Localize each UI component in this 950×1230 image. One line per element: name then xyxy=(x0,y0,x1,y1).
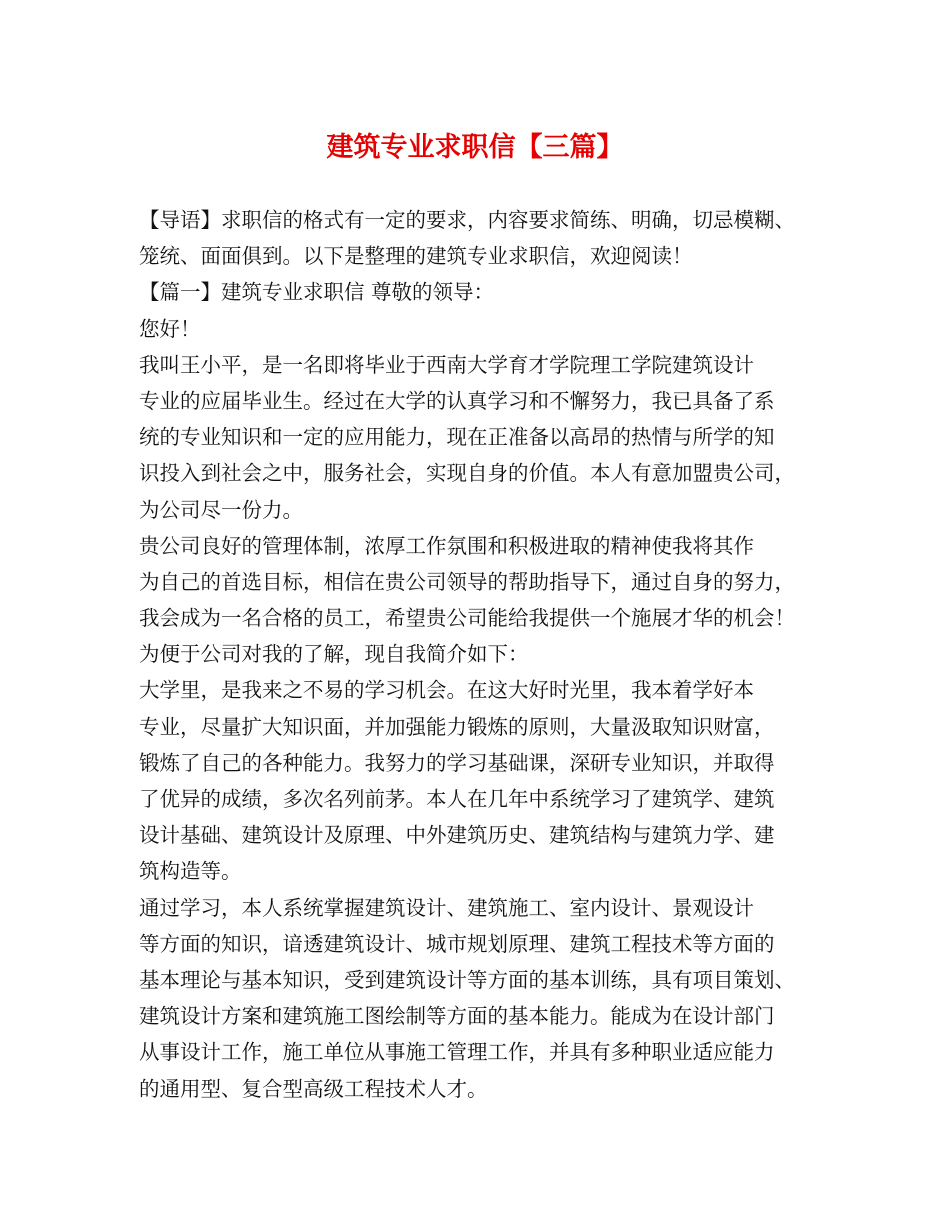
text-line: 笼统、面面俱到。以下是整理的建筑专业求职信，欢迎阅读！ xyxy=(139,244,693,269)
text-line: 我叫王小平，是一名即将毕业于西南大学育才学院理工学院建筑设计 xyxy=(139,352,754,377)
text-line: 为便于公司对我的了解，现自我简介如下： xyxy=(139,642,529,667)
text-line: 等方面的知识，谙透建筑设计、城市规划原理、建筑工程技术等方面的 xyxy=(139,931,775,956)
text-line: 为公司尽一份力。 xyxy=(139,497,303,522)
text-line: 统的专业知识和一定的应用能力，现在正准备以高昂的热情与所学的知 xyxy=(139,425,775,450)
text-line: 专业，尽量扩大知识面，并加强能力锻炼的原则，大量汲取知识财富， xyxy=(139,714,775,739)
text-line: 基本理论与基本知识，受到建筑设计等方面的基本训练，具有项目策划、 xyxy=(139,967,795,992)
text-line: 了优异的成绩，多次名列前茅。本人在几年中系统学习了建筑学、建筑 xyxy=(139,787,775,811)
text-line: 识投入到社会之中，服务社会，实现自身的价值。本人有意加盟贵公司， xyxy=(139,461,795,486)
text-line: 【导语】求职信的格式有一定的要求，内容要求简练、明确，切忌模糊、 xyxy=(139,208,795,232)
text-line: 的通用型、复合型高级工程技术人才。 xyxy=(139,1076,488,1101)
text-line: 我会成为一名合格的员工，希望贵公司能给我提供一个施展才华的机会！ xyxy=(139,606,795,631)
text-line: 大学里，是我来之不易的学习机会。在这大好时光里，我本着学好本 xyxy=(139,678,754,703)
text-line: 为自己的首选目标，相信在贵公司领导的帮助指导下，通过自身的努力， xyxy=(139,569,795,594)
text-line: 您好！ xyxy=(139,316,201,341)
text-line: 从事设计工作，施工单位从事施工管理工作，并具有多种职业适应能力 xyxy=(139,1040,775,1065)
text-line: 锻炼了自己的各种能力。我努力的学习基础课，深研专业知识，并取得 xyxy=(139,750,775,775)
text-line: 筑构造等。 xyxy=(139,859,242,884)
text-line: 贵公司良好的管理体制，浓厚工作氛围和积极进取的精神使我将其作 xyxy=(139,533,754,558)
text-line: 通过学习，本人系统掌握建筑设计、建筑施工、室内设计、景观设计 xyxy=(139,895,754,920)
page-title: 建筑专业求职信【三篇】 xyxy=(326,132,624,163)
text-line: 【篇一】建筑专业求职信 尊敬的领导： xyxy=(139,280,495,305)
document-body xyxy=(139,202,829,1107)
text-line: 建筑设计方案和建筑施工图绘制等方面的基本能力。能成为在设计部门 xyxy=(139,1004,775,1029)
text-line: 设计基础、建筑设计及原理、中外建筑历史、建筑结构与建筑力学、建 xyxy=(139,823,775,848)
text-line: 专业的应届毕业生。经过在大学的认真学习和不懈努力，我已具备了系 xyxy=(139,388,775,413)
